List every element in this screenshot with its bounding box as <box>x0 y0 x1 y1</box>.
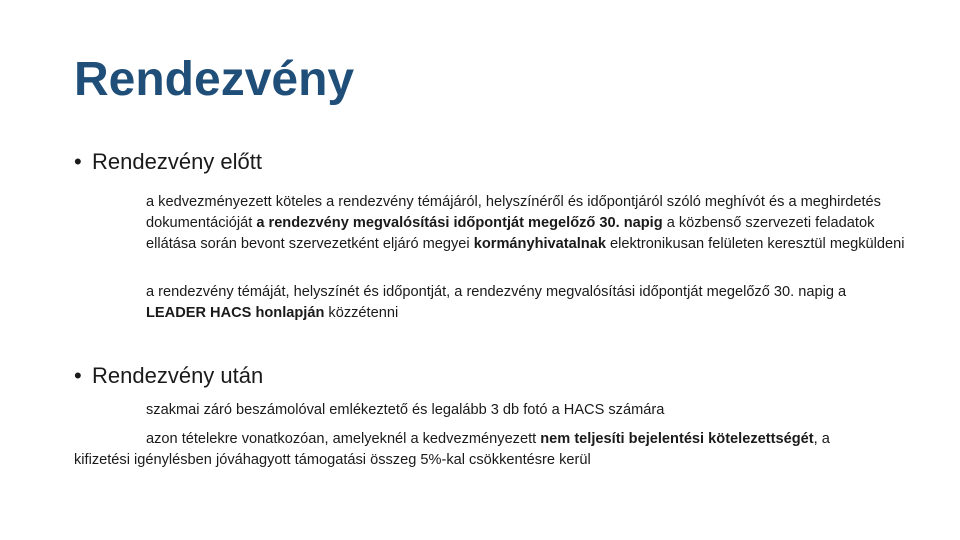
section-heading-text: Rendezvény előtt <box>92 149 262 174</box>
text-run: a kedvezményezett köteles a rendezvény témájáról, helyszínéről és időpontjáról szóló meghívót és a meghirdetés dokumentációját <box>146 194 881 231</box>
text-run: elektronikusan felületen keresztül megküldeni <box>605 236 905 252</box>
paragraph-invitation <box>146 192 906 255</box>
text-run: , a kifizetési igénylésben jóváhagyott támogatási összeg 5%-kal csökkentésre kerül <box>74 431 830 468</box>
paragraph-reduction <box>74 429 874 471</box>
paragraph-publish <box>146 282 906 324</box>
paragraph-report <box>146 400 906 421</box>
bold-run: a rendezvény megvalósítási időpontját megelőző 30. napig <box>256 215 663 231</box>
bullet-icon: • <box>74 149 82 174</box>
text-run: közzétenni <box>324 305 399 321</box>
text-run: a rendezvény témáját, helyszínét és időpontját, a rendezvény megvalósítási időpontját megelőző 30. napig a <box>146 284 847 300</box>
section-heading-text: Rendezvény után <box>92 363 264 388</box>
section-heading-before <box>74 148 262 176</box>
bold-run: LEADER HACS honlapján <box>146 305 325 321</box>
text-run: azon tételekre vonatkozóan, amelyeknél a kedvezményezett <box>146 431 541 447</box>
slide-title: Rendezvény <box>74 53 355 106</box>
bold-run: kormányhivatalnak <box>473 236 606 252</box>
section-heading-after <box>74 362 263 390</box>
bold-run: nem teljesíti bejelentési kötelezettségét <box>540 431 814 447</box>
bullet-icon: • <box>74 363 82 388</box>
text-run: a közbenső szervezeti feladatok ellátása során bevont szervezetként eljáró megyei <box>146 215 875 252</box>
text-run: szakmai záró beszámolóval emlékeztető és legalább 3 db fotó a HACS számára <box>146 402 665 418</box>
